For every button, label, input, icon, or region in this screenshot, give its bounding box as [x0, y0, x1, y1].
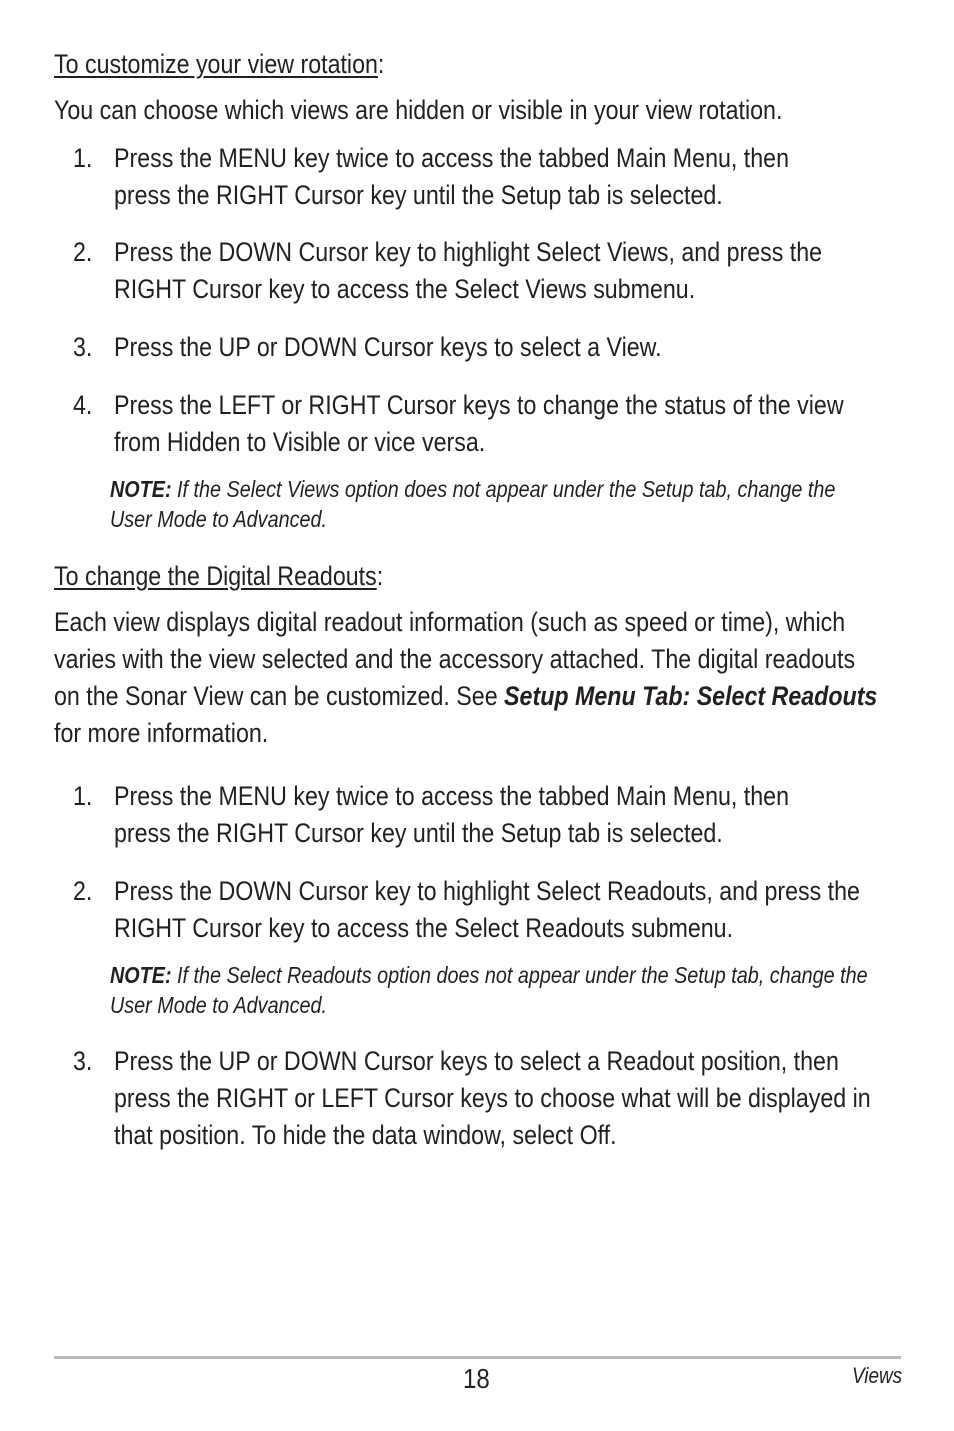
manual-page: To customize your view rotation: You can choose which views are hidden or visible in your view rotation. 1. Press the MENU key twice to access the tabbed Main Menu, then press the RIGHT Cursor key until the Setup tab is selected. 2. Press the DOWN Cursor key to highlight Select Views, and press the RIGHT Cursor key to access the Select Views submenu. 3. Press the UP or DOWN Cursor keys to select a View. 4. Press the LEFT or RIGHT Cursor keys to change the status of the view from Hidden to Visible or vice versa. NOTE: If the Select Views option does not appear under the Setup tab, change the User Mode to Advanced. To change the Digital Readouts: Each view displays digital readout information (such as speed or time), which varies with the view selected and the accessory attached. The digital readouts on the Sonar View can be customized. See Setup Menu Tab: Select Readouts for more information. 1. Press the MENU key twice to access the tabbed Main Menu, then press the RIGHT Cursor key until the Setup tab is selected. 2. Press the DOWN Cursor key to highlight Select Readouts, and press the RIGHT Cursor key to access the Select Readouts submenu. NOTE: If the Select Readouts option does not appear under the Setup tab, change the User Mode to Advanced. 3. Press the UP or DOWN Cursor keys to select a Readout position, then press the RIGHT or LEFT Cursor keys to choose what will be displayed in that position. To hide the data window, select Off. 18 Views [0, 0, 954, 1431]
section-intro: You can choose which views are hidden or visible in your view rotation. [54, 95, 783, 125]
note-label: NOTE: [110, 476, 172, 502]
step-text: Press the UP or DOWN Cursor keys to select a View. [114, 332, 662, 362]
cross-reference: Setup Menu Tab: Select Readouts [504, 681, 878, 711]
step-text: press the RIGHT Cursor key until the Setup tab is selected. [114, 818, 723, 848]
step-text: Press the UP or DOWN Cursor keys to select a Readout position, then [114, 1046, 839, 1076]
note-label: NOTE: [110, 962, 172, 988]
step-text: RIGHT Cursor key to access the Select Views submenu. [114, 274, 696, 304]
step-text: from Hidden to Visible or vice versa. [114, 427, 486, 457]
page-number: 18 [463, 1363, 490, 1394]
section-heading-digital-readouts: To change the Digital Readouts: [54, 561, 384, 591]
step-text: Press the DOWN Cursor key to highlight Select Views, and press the [114, 237, 823, 267]
step-text: press the RIGHT or LEFT Cursor keys to choose what will be displayed in [114, 1083, 871, 1113]
footer-divider [54, 1356, 901, 1359]
step-text: Press the MENU key twice to access the tabbed Main Menu, then [114, 143, 789, 173]
step-text: Press the LEFT or RIGHT Cursor keys to change the status of the view [114, 390, 844, 420]
step-text: Press the MENU key twice to access the tabbed Main Menu, then [114, 781, 789, 811]
step-text: press the RIGHT Cursor key until the Setup tab is selected. [114, 180, 723, 210]
step-text: Press the DOWN Cursor key to highlight Select Readouts, and press the [114, 876, 860, 906]
footer-section-name: Views [852, 1363, 903, 1388]
section-heading-view-rotation: To customize your view rotation: [54, 49, 385, 79]
step-text: that position. To hide the data window, select Off. [114, 1120, 617, 1150]
step-text: RIGHT Cursor key to access the Select Readouts submenu. [114, 913, 734, 943]
